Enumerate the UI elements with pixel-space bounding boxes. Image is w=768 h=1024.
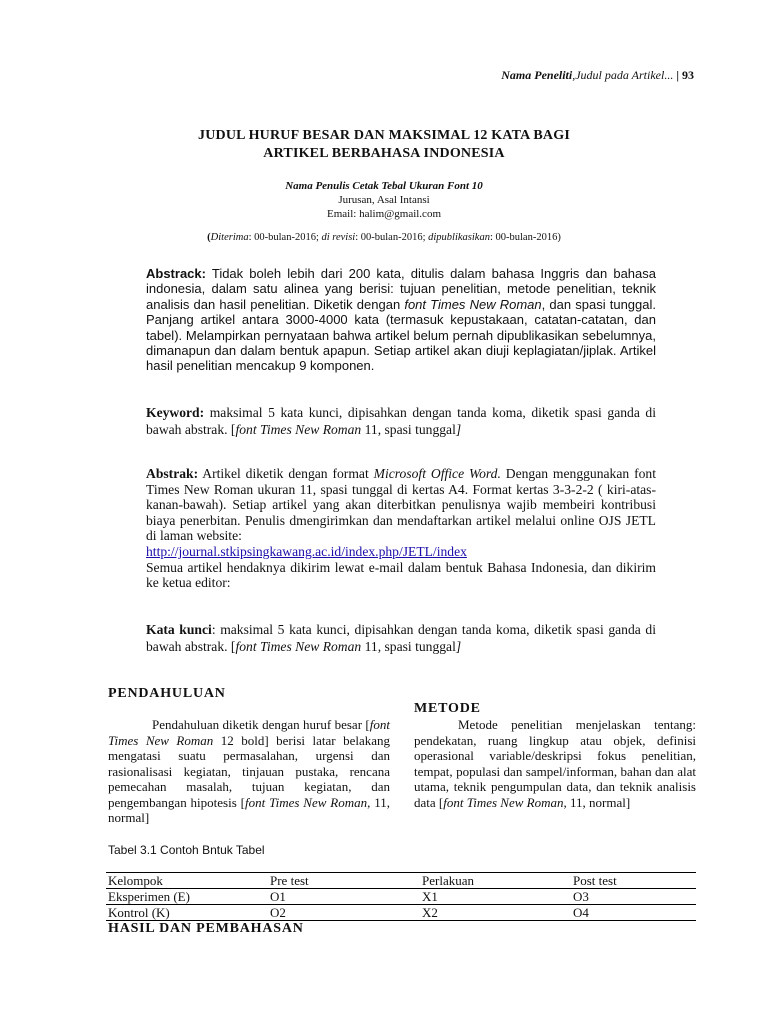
abstract-english-label: Abstrack: xyxy=(146,266,206,281)
abstract-indonesian-label: Abstrak: xyxy=(146,466,199,481)
abstract-english-text: Tidak boleh lebih dari 200 kata, ditulis dalam bahasa Inggris dan bahasa indonesia, dalam satu alinea yang berisi: tujuan penelitian, metode penelitian, teknik analisis dan hasil penelitian. Diketik dengan xyxy=(146,266,656,312)
table-row xyxy=(106,905,696,921)
author-affiliation: Jurusan, Asal Intansi xyxy=(338,194,430,206)
received-date: : 00-bulan-2016; xyxy=(248,232,322,243)
table-header-row xyxy=(106,873,696,889)
table-row xyxy=(106,889,696,905)
abstract-indonesian-text: Artikel diketik dengan format xyxy=(198,466,374,481)
keyword-english-text: maksimal 5 kata kunci, dipisahkan dengan tanda koma, diketik spasi ganda di bawah abstrak. [ xyxy=(146,405,656,437)
keyword-indonesian-label: Kata kunci xyxy=(146,622,212,637)
table-cell: X2 xyxy=(420,905,571,921)
pendahuluan-text: Pendahuluan diketik dengan huruf besar [ xyxy=(152,717,370,732)
header-page-number: | 93 xyxy=(676,68,694,82)
keyword-indonesian-font: font Times New Roman xyxy=(235,639,362,654)
ojs-website-link[interactable]: http://journal.stkipsingkawang.ac.id/index.php/JETL/index xyxy=(146,543,467,559)
received-label: Diterima xyxy=(210,232,249,243)
table-cell: X1 xyxy=(420,889,571,905)
author-block xyxy=(0,179,768,221)
keyword-english-label: Keyword: xyxy=(146,405,205,420)
keyword-english-close: ] xyxy=(455,422,462,437)
publication-dates xyxy=(0,232,768,243)
abstract-english-font: font Times New Roman xyxy=(404,296,542,312)
pendahuluan-body xyxy=(108,717,390,826)
keyword-english-text-2: 11, spasi tunggal xyxy=(361,422,456,437)
example-table xyxy=(106,872,696,921)
keyword-indonesian-text: : maksimal 5 kata kunci, dipisahkan dengan tanda koma, diketik spasi ganda di bawah abstrak. [ xyxy=(146,622,656,654)
heading-metode: METODE xyxy=(414,701,481,716)
metode-text-2: , 11, normal] xyxy=(563,794,631,810)
title-line-2: ARTIKEL BERBAHASA INDONESIA xyxy=(263,146,505,161)
metode-body xyxy=(414,717,696,810)
table-header-cell: Pre test xyxy=(268,873,420,889)
table-cell: O3 xyxy=(571,889,696,905)
author-name: Nama Penulis Cetak Tebal Ukuran Font 10 xyxy=(285,180,483,192)
author-email: Email: halim@gmail.com xyxy=(327,208,441,220)
abstract-indonesian xyxy=(146,466,656,591)
pendahuluan-font-2: font Times New Roman xyxy=(244,794,368,810)
table-cell: Eksperimen (E) xyxy=(106,889,268,905)
metode-text: Metode penelitian menjelaskan tentang: pendekatan, ruang lingkup atau objek, definisi operasional variable/deskripsi fokus penelitian, tempat, populasi dan sampel/informan, bahan dan alat utama, teknik pengumpulan data, dan teknik analisis data [ xyxy=(414,717,696,810)
table-cell: O4 xyxy=(571,905,696,921)
revised-date: : 00-bulan-2016; xyxy=(355,232,429,243)
table-header-cell: Kelompok xyxy=(106,873,268,889)
abstract-english-text-2: , dan spasi tunggal. Panjang artikel antara 3000-4000 kata (termasuk kepustakaan, catatan-catatan, dan tabel). Melampirkan pernyataan bahwa artikel belum pernah dipublikasikan sebelumnya, dimanapun dan dalam bentuk apapun. Setiap artikel akan diuji keplagiatan/jiplak. Artikel hasil penelitian mencakup 9 komponen. xyxy=(146,296,656,374)
title-line-1: JUDUL HURUF BESAR DAN MAKSIMAL 12 KATA BAGI xyxy=(198,128,570,143)
keyword-indonesian-text-2: 11, spasi tunggal xyxy=(361,639,456,654)
heading-pendahuluan: PENDAHULUAN xyxy=(108,686,226,701)
pendahuluan-text-3: , 11, normal] xyxy=(108,794,390,825)
table-cell: O1 xyxy=(268,889,420,905)
header-journal: ,Judul pada Artikel... xyxy=(572,68,677,82)
keyword-english-font: font Times New Roman xyxy=(235,422,362,437)
pendahuluan-text-2: 12 bold] berisi latar belakang mengatasi suatu permasalahan, urgensi dan rasionalisasi kegiatan, tinjauan pustaka, rencana pemecahan masalah, tujuan kegiatan, dan pengembangan hipotesis [ xyxy=(108,732,390,810)
table-header-cell: Perlakuan xyxy=(420,873,571,889)
table-cell: Kontrol (K) xyxy=(106,905,268,921)
table-caption: Tabel 3.1 Contoh Bntuk Tabel xyxy=(108,843,265,857)
keyword-indonesian xyxy=(146,621,656,655)
header-author: Nama Peneliti xyxy=(501,68,573,82)
keyword-english xyxy=(146,404,656,438)
paper-title xyxy=(0,127,768,163)
keyword-indonesian-close: ] xyxy=(455,639,462,654)
table-cell: O2 xyxy=(268,905,420,921)
abstract-indonesian-text-3: Semua artikel hendaknya dikirim lewat e-mail dalam bentuk Bahasa Indonesia, dan dikirim ke ketua editor: xyxy=(146,559,656,591)
abstract-indonesian-text-2: Dengan menggunakan font Times New Roman ukuran 11, spasi tunggal di kertas A4. Format kertas 3-3-2-2 ( kiri-atas-kanan-bawah). Setiap artikel yang akan diterbitkan penulisnya wajib membeiri kontribusi biaya penerbitan. Penulis dmengirimkan dan mendaftarkan artikel melalui online OJS JETL di laman website: xyxy=(146,466,656,544)
heading-hasil-pembahasan: HASIL DAN PEMBAHASAN xyxy=(108,921,304,936)
published-label: dipublikasikan xyxy=(428,232,490,243)
pendahuluan-font: font Times New Roman xyxy=(108,717,390,748)
revised-label: di revisi xyxy=(321,232,356,243)
running-header xyxy=(501,68,694,83)
table-header-cell: Post test xyxy=(571,873,696,889)
abstract-indonesian-format: Microsoft Office Word. xyxy=(373,466,501,481)
published-date: : 00-bulan-2016) xyxy=(489,232,561,243)
abstract-english xyxy=(146,266,656,374)
dates-open-paren: ( xyxy=(207,232,211,243)
metode-font: font Times New Roman xyxy=(443,794,564,810)
